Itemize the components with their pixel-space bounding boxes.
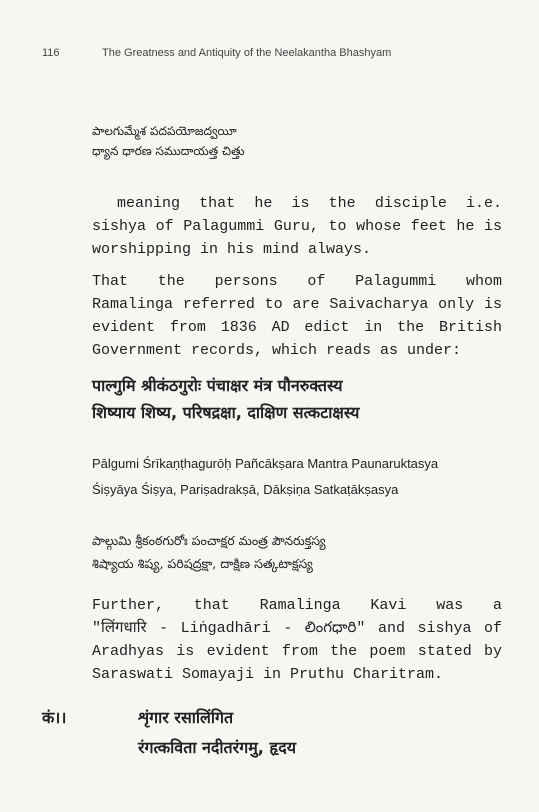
transliteration-line: Pālgumi Śrīkaṇṭhagurōḥ Pañcākṣara Mantra Paunaruktasya: [92, 456, 439, 471]
sanskrit-line: पाल्गुमि श्रीकंठगुरोः पंचाक्षर मंत्र पौनरुक्तस्य: [92, 376, 343, 395]
verse-marker: कं।।: [42, 708, 67, 727]
text-line: sishya of Palagummi Guru, to whose feet he is: [92, 218, 502, 235]
sanskrit-line: शिष्याय शिष्य, परिषद्रक्षा, दाक्षिण सत्कटाक्षस्य: [92, 403, 360, 422]
text-line: "लिंगधारि - Liṅgadhāri - లింగధారి" and sishya of: [92, 620, 502, 637]
text-line: Government records, which reads as under:: [92, 342, 462, 359]
text-line: That the persons of Palagummi whom: [92, 273, 502, 290]
paragraph-meaning: [92, 192, 502, 261]
telugu-edict-line: శిష్యాయ శిష్య, పరిషద్రక్షా, దాక్షిణ సత్కటాక్షస్య: [92, 556, 313, 571]
verse-line: शृंगार रसालिंगित: [138, 708, 234, 727]
text-line: evident from 1836 AD edict in the British: [92, 319, 502, 336]
telugu-edict-line: పాల్గుమి శ్రీకంఠగురోః పంచాక్షర మంత్ర పౌనరుక్తస్య: [92, 533, 326, 548]
telugu-verse-line: పాలగుమ్మేశ పదపయోజద్వయీ: [92, 124, 237, 138]
text-line: Aradhyas is evident from the poem stated by: [92, 643, 502, 660]
text-line: worshipping in his mind always.: [92, 241, 372, 258]
paragraph-lingadhari: [92, 594, 502, 686]
telugu-verse-1: [92, 121, 245, 161]
telugu-verse-line: ధ్యాన ధారణ సముదాయత్త చిత్తు: [92, 144, 245, 158]
text-line: Ramalinga referred to are Saivacharya only is: [92, 296, 502, 313]
text-line: Further, that Ramalinga Kavi was a: [92, 597, 502, 614]
running-title: The Greatness and Antiquity of the Neelakantha Bhashyam: [102, 47, 392, 59]
verse-line: रंगत्कविता नदीतरंगमु, हृदय: [138, 738, 297, 757]
text-line: meaning that he is the disciple i.e.: [117, 195, 502, 212]
telugu-edict: [92, 529, 326, 575]
transliteration-line: Śiṣyāya Śiṣya, Pariṣadrakṣā, Dākṣiṇa Satkaṭākṣasya: [92, 482, 399, 497]
running-header: [42, 47, 502, 59]
sanskrit-edict: [92, 372, 359, 426]
transliteration: [92, 451, 438, 503]
text-line: Saraswati Somayaji in Pruthu Charitram.: [92, 666, 444, 683]
page-number: 116: [42, 47, 60, 59]
paragraph-edict-intro: [92, 270, 502, 362]
